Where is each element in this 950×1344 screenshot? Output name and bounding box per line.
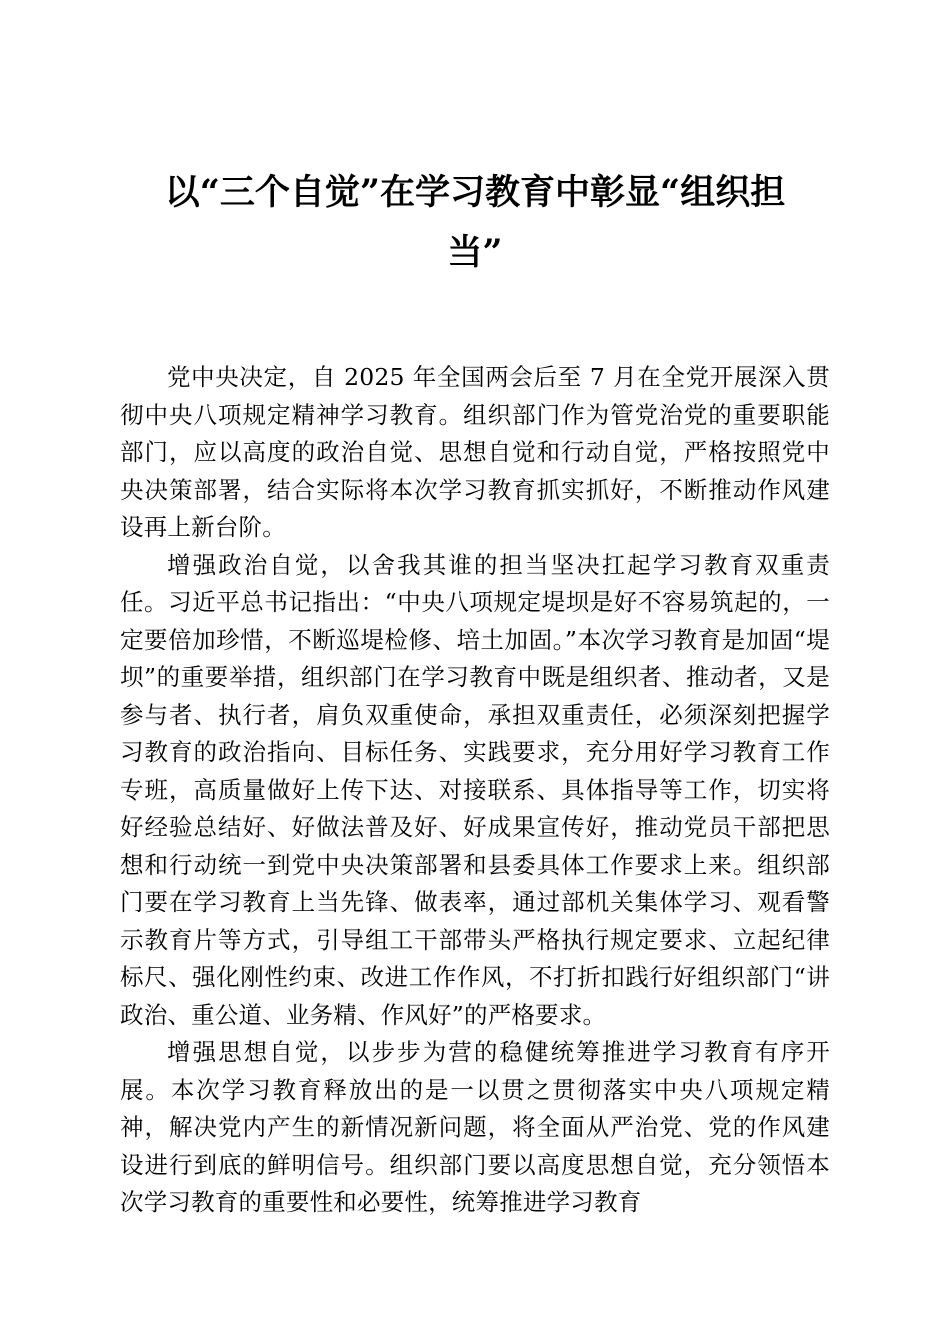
- paragraph-3: 增强思想自觉，以步步为营的稳健统筹推进学习教育有序开展。本次学习教育释放出的是一以贯之贯彻落实中央八项规定精神，解决党内产生的新情况新问题，将全面从严治党、党的作风建设进行到底的鲜明信号。组织部门要以高度思想自觉，充分领悟本次学习教育的重要性和必要性，统筹推进学习教育: [120, 1038, 830, 1216]
- title-line-1: 以“三个自觉”在学习教育中彰显“组织担: [164, 172, 786, 213]
- paragraph-1: 党中央决定，自 2025 年全国两会后至 7 月在全党开展深入贯彻中央八项规定精神学习教育。组织部门作为管党治党的重要职能部门，应以高度的政治自觉、思想自觉和行动自觉，严格按照党中央决策部署，结合实际将本次学习教育抓实抓好，不断推动作风建设再上新台阶。: [120, 363, 830, 541]
- document-title: [120, 163, 830, 283]
- document-body: [120, 359, 830, 1222]
- paragraph-2: 增强政治自觉，以舍我其谁的担当坚决扛起学习教育双重责任。习近平总书记指出：“中央八项规定堤坝是好不容易筑起的，一定要倍加珍惜，不断巡堤检修、培土加固。”本次学习教育是加固“堤坝”的重要举措，组织部门在学习教育中既是组织者、推动者，又是参与者、执行者，肩负双重使命，承担双重责任，必须深刻把握学习教育的政治指向、目标任务、实践要求，充分用好学习教育工作专班，高质量做好上传下达、对接联系、具体指导等工作，切实将好经验总结好、好做法普及好、好成果宣传好，推动党员干部把思想和行动统一到党中央决策部署和县委具体工作要求上来。组织部门要在学习教育上当先锋、做表率，通过部机关集体学习、观看警示教育片等方式，引导组工干部带头严格执行规定要求、立起纪律标尺、强化刚性约束、改进工作作风，不打折扣践行好组织部门“讲政治、重公道、业务精、作风好”的严格要求。: [120, 550, 830, 1029]
- title-line-2: 当”: [447, 232, 503, 273]
